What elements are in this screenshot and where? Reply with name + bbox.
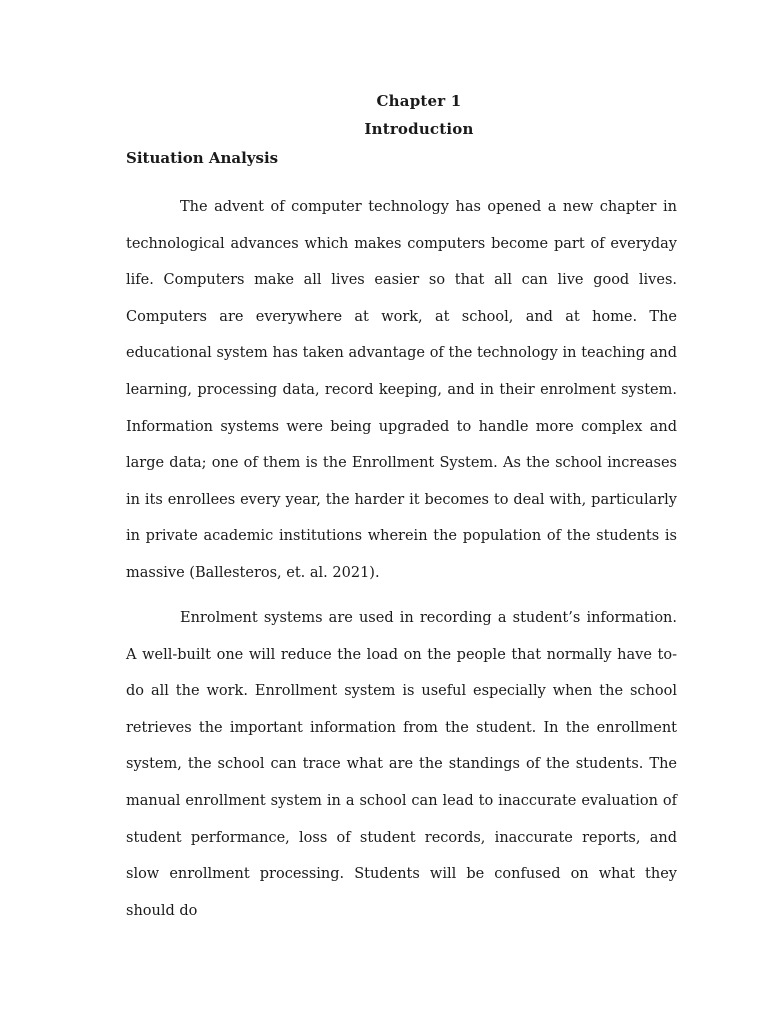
paragraph-1-text: The advent of computer technology has opened a new chapter in technological advances which makes computers become part of everyday life. Computers make all lives easier so that all can live good lives. Computers are everywhere at work, at school, and at home. The educational system has taken advantage of the technology in teaching and learning, processing data, record keeping, and in their enrolment system. Information systems were being upgraded to handle more complex and large data; one of them is the Enrollment System. As the school increases in its enrollees every year, the harder it becomes to deal with, particularly in private academic institutions wherein the population of the students is massive (Ballesteros, et. al. 2021). [126,199,677,581]
chapter-title: Introduction [364,120,474,138]
section-heading: Situation Analysis [126,149,279,167]
paragraph-2-text: Enrolment systems are used in recording a student’s information. A well-built one will reduce the load on the people that normally have to-do all the work. Enrollment system is useful especially when the school retrieves the important information from the student. In the enrollment system, the school can trace what are the standings of the students. The manual enrollment system in a school can lead to inaccurate evaluation of student performance, loss of student records, inaccurate reports, and slow enrollment processing. Students will be confused on what they should do [126,610,677,919]
chapter-number: Chapter 1 [376,92,462,110]
paragraph-1 [126,189,677,592]
paragraph-2 [126,600,677,929]
